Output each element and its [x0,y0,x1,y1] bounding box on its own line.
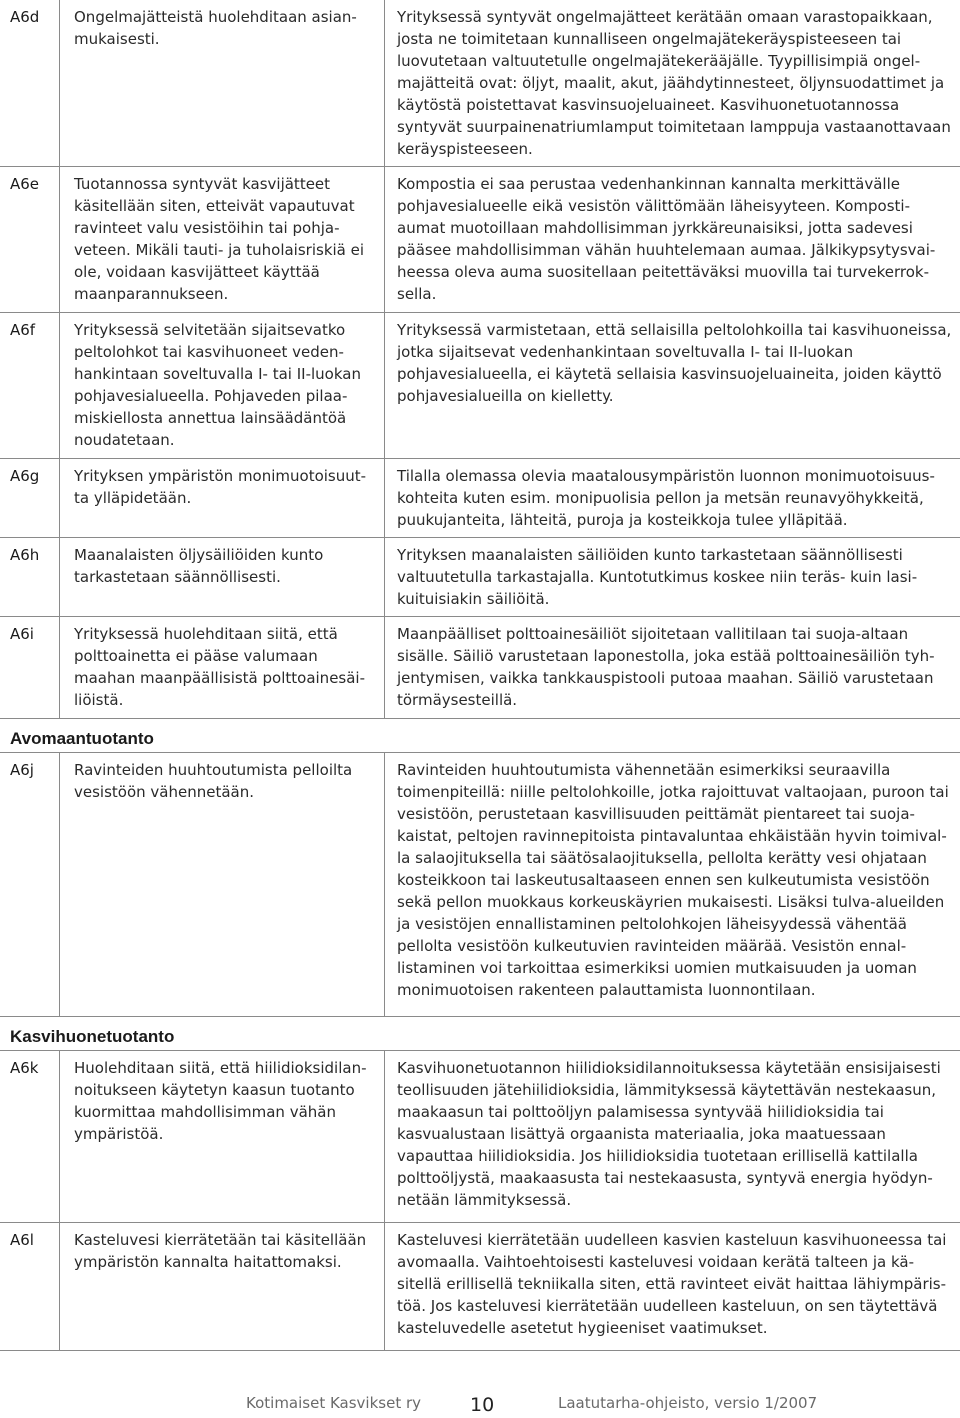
table-row [0,313,960,459]
requirement-code: A6k [0,1051,60,1222]
requirement-text: Yrityksen ympäristön monimuotoisuutta ylläpidetään. [60,459,385,537]
section-heading-greenhouse: Kasvihuonetuotanto [0,1017,960,1051]
implementation-text: Yrityksessä syntyvät ongelmajätteet kerätään omaan varastopaikkaan, josta ne toimitetaan kunnalliseen ongelmajätekeräyspisteeseen tai luovutetaan valtuutetulle ongelmajätekerääjälle. Tyypillisimpiä ongelmajätteitä ovat: öljyt, maalit, akut, jäähdytinnesteet, öljynsuodattimet ja käytöstä poistettavat kasvinsuojeluaineet. Kasvihuonetuotannossa syntyvät suurpainenatriumlamput toimitetaan lamppuja vastaanottavaan keräyspisteeseen. [397,8,951,158]
requirement-text: Ongelmajätteistä huolehditaan asianmukaisesti. [60,0,385,166]
requirement-code: A6h [0,538,60,616]
requirements-table-greenhouse [0,1051,960,1351]
requirement-text: Ravinteiden huuhtoutumista pelloilta vesistöön vähennetään. [60,753,385,1016]
implementation-text: Kasteluvesi kierrätetään uudelleen kasvien kasteluun kasvihuoneessa tai avomaalla. Vaihtoehtoisesti kasteluvesi voidaan kerätä talteen ja käsitellä erillisellä tekniikalla siten, että ravinteet eivät haittaa lähiympäristöä. Jos kasteluvesi kierrätetään uudelleen kasteluun, on sen täytettävä kasteluvedelle asetetut hygieeniset vaatimukset. [397,1231,947,1337]
table-row [0,753,960,1017]
requirement-text: Kasteluvesi kierrätetään tai käsitellään ympäristön kannalta haitattomaksi. [60,1223,385,1350]
footer-organization: Kotimaiset Kasvikset ry [246,1394,422,1412]
page-footer [0,1394,960,1418]
requirements-table-open-field [0,753,960,1017]
requirement-text: Yrityksessä selvitetään sijaitsevatko peltolohkot tai kasvihuoneet vedenhankintaan soveltuvalla I- tai II-luokan pohjavesialueella. Pohjaveden pilaamiskiellosta annettua lainsäädäntöä noudatetaan. [60,313,385,458]
requirement-code: A6l [0,1223,60,1350]
implementation-text: Maanpäälliset polttoainesäiliöt sijoitetaan vallitilaan tai suoja-altaan sisälle. Säiliö varustetaan laponestolla, joka estää polttoainesäiliön tyhjentymisen, vaikka tankkauspistooli putoaa maahan. Säiliö varustetaan törmäysesteillä. [397,625,935,709]
requirement-code: A6f [0,313,60,458]
table-row [0,167,960,313]
requirement-code: A6g [0,459,60,537]
implementation-text: Ravinteiden huuhtoutumista vähennetään esimerkiksi seuraavilla toimenpiteillä: niille peltolohkoille, jotka rajoittuvat valtaojaan, puroon tai vesistöön, perustetaan kasvillisuuden peittämät pientareet tai suojakaistat, peltojen ravinnepitoista pintavaluntaa ehkäistään hyvin toimivalla salaojituksella tai säätösalaojituksella, pellolta kerätty vesi ohjataan kosteikkoon tai laskeutusaltaaseen ennen sen kulkeutumista vesistöön sekä pellon muokkaus korkeuskäyrien mukaisesti. Lisäksi tulva-alueilden ja vesistöjen ennallistaminen peltolohkojen läheisyydessä vähentää pellolta vesistöön kulkeutuvien ravinteiden määrää. Vesistön ennallistaminen voi tarkoittaa esimerkiksi uomien mutkaisuuden ja uoman monimuotoisen rakenteen palauttamista luonnontilaan. [397,761,949,999]
requirement-text: Maanalaisten öljysäiliöiden kunto tarkastetaan säännöllisesti. [60,538,385,616]
requirement-code: A6d [0,0,60,166]
requirement-text: Huolehditaan siitä, että hiilidioksidilannoitukseen käytetyn kaasun tuotanto kuormittaa mahdollisimman vähän ympäristöä. [60,1051,385,1222]
requirement-code: A6e [0,167,60,312]
table-row [0,459,960,538]
table-row [0,617,960,719]
requirement-code: A6i [0,617,60,718]
implementation-text: Yrityksessä varmistetaan, että sellaisilla peltolohkoilla tai kasvihuoneissa, jotka sijaitsevat vedenhankintaan soveltuvalla I- tai II-luokan pohjavesialueella, ei käytetä sellaisia kasvinsuojeluaineita, joiden käyttö pohjavesialueilla on kielletty. [397,321,952,405]
footer-document-title: Laatutarha-ohjeisto, versio 1/2007 [558,1394,818,1412]
requirement-code: A6j [0,753,60,1016]
implementation-text: Kompostia ei saa perustaa vedenhankinnan kannalta merkittävälle pohjavesialueelle eikä vesistön välittömään läheisyyteen. Kompostiaumat muotoillaan mahdollisimman jyrkkäreunaisiksi, jotta sadevesi pääsee mahdollisimman vähän huuhtelemaan aumaa. Jälkikypsytysvaiheessa oleva auma suositellaan peitettäväksi muovilla tai turvekerroksella. [397,175,936,303]
table-row [0,1223,960,1351]
footer-page-number: 10 [470,1394,495,1416]
table-row [0,0,960,167]
table-row [0,538,960,617]
implementation-text: Kasvihuonetuotannon hiilidioksidilannoituksessa käytetään ensisijaisesti teollisuuden jätehiilidioksidia, lämmityksessä käytettävän nestekaasun, maakaasun tai polttoöljyn palamisessa syntyvää hiilidioksidia tai kasvualustaan lisättyä orgaanista materiaalia, joka maatuessaan vapauttaa hiilidioksidia. Jos hiilidioksidia tuotetaan erillisellä kattilalla polttoöljystä, maakaasusta tai nestekaasusta, syntyvä energia hyödynnetään lämmityksessä. [397,1059,941,1209]
implementation-text: Yrityksen maanalaisten säiliöiden kunto tarkastetaan säännöllisesti valtuutetulla tarkastajalla. Kuntotutkimus koskee niin teräs- kuin lasikuituisiakin säiliöitä. [397,546,918,608]
table-row [0,1051,960,1223]
requirement-text: Tuotannossa syntyvät kasvijätteet käsitellään siten, etteivät vapautuvat ravinteet valu vesistöihin tai pohjaveteen. Mikäli tauti- ja tuholaisriskiä ei ole, voidaan kasvijätteet käyttää maanparannukseen. [60,167,385,312]
requirement-text: Yrityksessä huolehditaan siitä, että polttoainetta ei pääse valumaan maahan maanpäällisistä polttoainesäiliöistä. [60,617,385,718]
implementation-text: Tilalla olemassa olevia maatalousympäristön luonnon monimuotoisuuskohteita kuten esim. monipuolisia pellon ja metsän reunavyöhykkeitä, puukujanteita, lähteitä, puroja ja kosteikkoja tulee ylläpitää. [397,467,935,529]
section-heading-open-field: Avomaantuotanto [0,719,960,753]
